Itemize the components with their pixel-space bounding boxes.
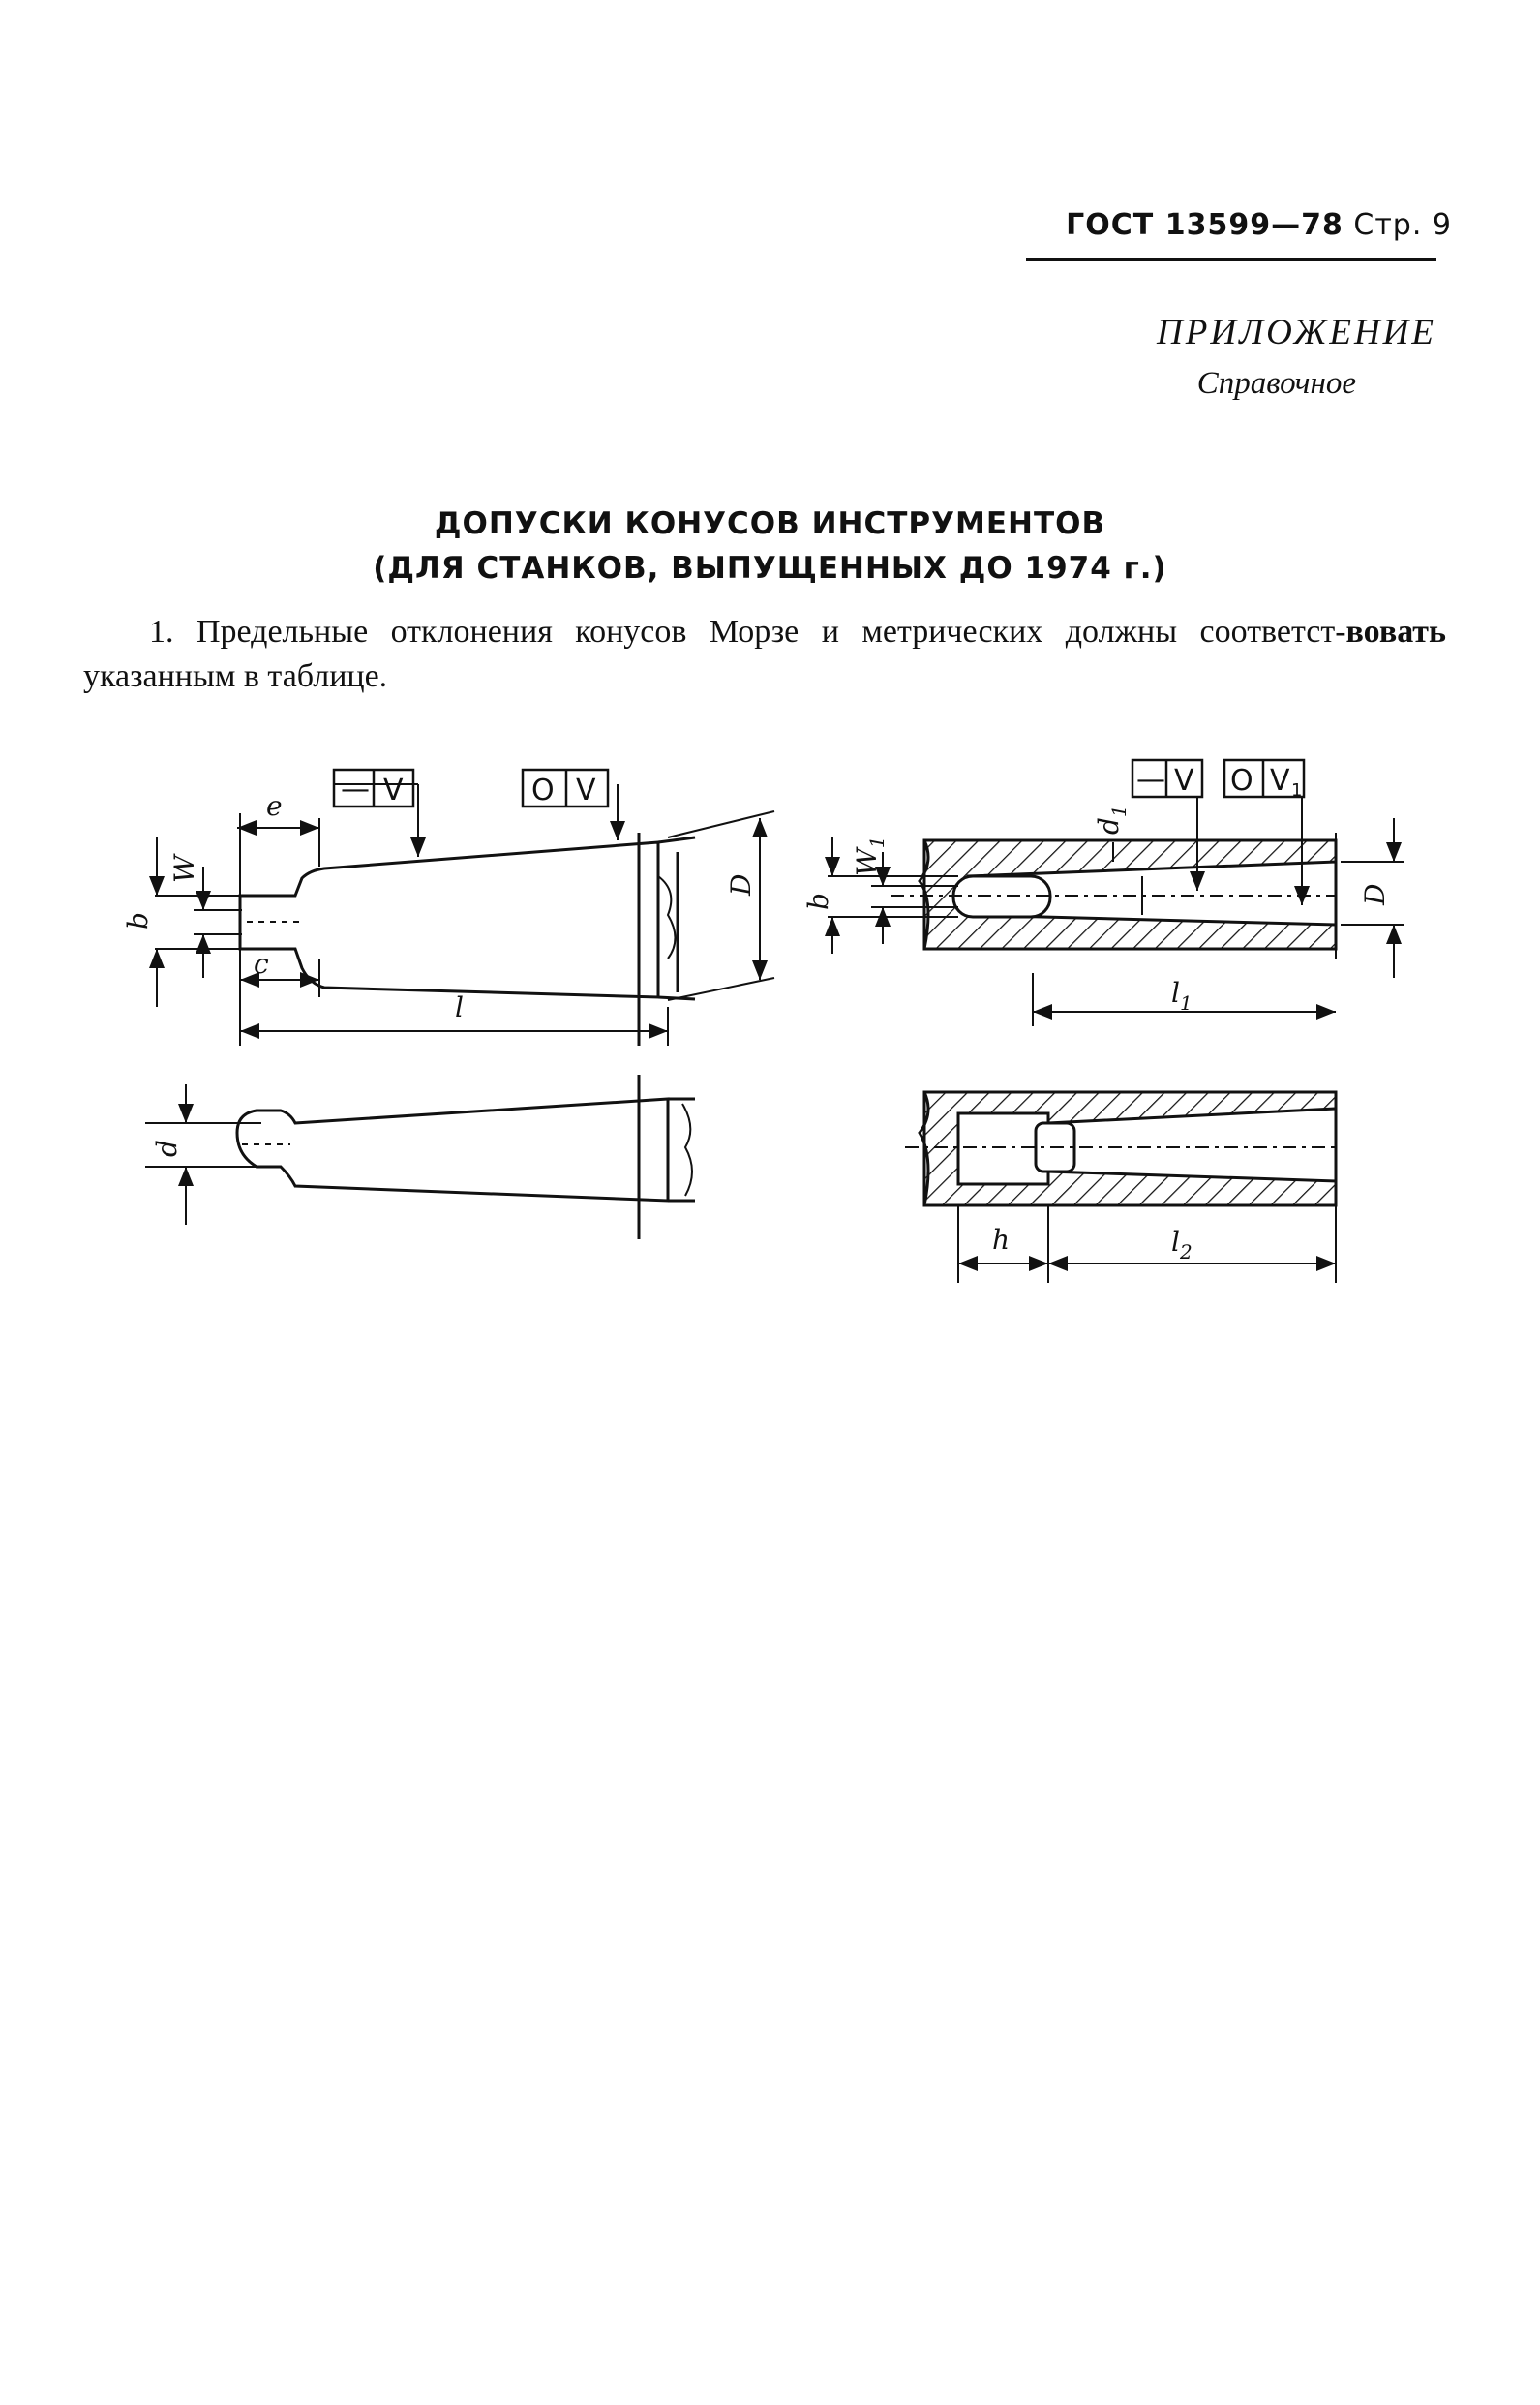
paragraph-text-start: Предельные отклонения конусов Морзе и метрических должны соответст [196, 614, 1336, 650]
paragraph-text-bold: вовать [1345, 614, 1446, 650]
paragraph-text-end: указанным в таблице. [83, 658, 388, 694]
shank-view-top [155, 784, 774, 1046]
label-l1-main: l [1171, 977, 1180, 1009]
label-d: d [151, 1140, 183, 1157]
label-e: e [266, 790, 283, 822]
label-l: l [455, 991, 464, 1023]
standard-number: ГОСТ 13599—78 [1066, 208, 1344, 242]
label-d1-main: d [1093, 817, 1125, 835]
label-l2-sub: 2 [1179, 1240, 1193, 1263]
socket-view-bottom [905, 1092, 1336, 1283]
shank-view-bottom [145, 1075, 695, 1239]
paragraph-number: 1. [149, 614, 174, 650]
label-W1-main: W [851, 848, 883, 876]
tolerance-roundness-value: V [576, 774, 596, 807]
label-l1-sub: 1 [1179, 991, 1193, 1015]
label-d1 [1093, 805, 1131, 835]
tolerance-socket-straightness-symbol: — [1136, 763, 1165, 797]
label-b: b [122, 912, 154, 929]
label-l1 [1171, 977, 1193, 1015]
label-W: W [168, 855, 200, 883]
appendix-title: ПРИЛОЖЕНИЕ [1157, 313, 1436, 352]
label-D: D [725, 873, 757, 896]
label-W1-sub: 1 [865, 836, 889, 849]
tolerance-socket-straightness-value: V [1174, 764, 1194, 798]
label-l2-main: l [1171, 1226, 1180, 1258]
label-h: h [992, 1224, 1011, 1256]
label-d1-sub: 1 [1107, 805, 1131, 818]
paragraph-1: 1. Предельные отклонения конусов Морзе и метрических должны соответст-вовать указанным в таблице. [83, 614, 1446, 694]
appendix-type: Справочное [1196, 366, 1356, 401]
tolerance-socket-roundness-sub: 1 [1291, 780, 1303, 801]
tolerance-roundness-symbol: O [531, 774, 555, 807]
label-b-socket: b [802, 893, 834, 910]
page-number: Стр. 9 [1353, 208, 1452, 242]
tolerance-socket-roundness-symbol: O [1230, 764, 1253, 798]
tolerance-straightness-symbol: — [341, 773, 370, 807]
label-l2 [1171, 1226, 1193, 1263]
label-D-socket: D [1359, 883, 1391, 905]
section-title-line1: ДОПУСКИ КОНУСОВ ИНСТРУМЕНТОВ [434, 506, 1106, 541]
section-title-line2: (ДЛЯ СТАНКОВ, ВЫПУЩЕННЫХ ДО 1974 г.) [373, 551, 1167, 586]
label-c: c [254, 948, 269, 980]
tolerance-straightness-value: V [383, 774, 404, 807]
tolerance-socket-roundness-value: V [1270, 764, 1290, 798]
